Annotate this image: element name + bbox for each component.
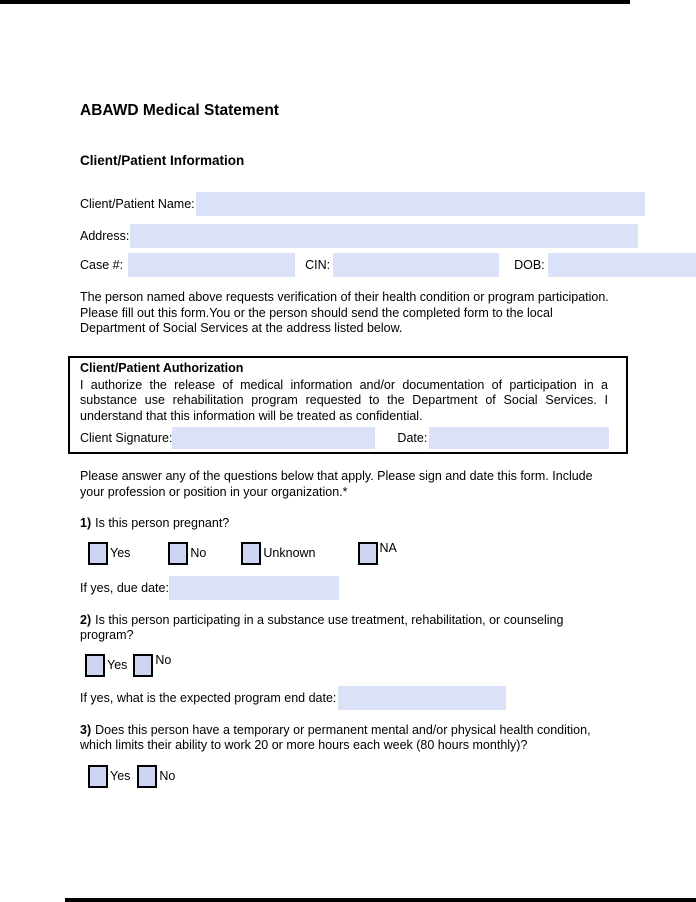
due-date-row (80, 576, 645, 600)
authorization-body: I authorize the release of medical information and/or documentation of participation in a substance use rehabilitation program requested to the Department of Social Services. I understand that this information will be treated as confidential. (80, 377, 608, 423)
q2-option-no (133, 654, 171, 677)
dob-input[interactable] (548, 253, 696, 277)
case-cin-dob-row (80, 253, 645, 277)
client-name-row (80, 192, 645, 216)
question-3-text: Does this person have a temporary or permanent mental and/or physical health condition, which limits their ability to work 20 or more hours each week (80 hours monthly)? (80, 722, 591, 752)
signature-date-input[interactable] (429, 427, 609, 449)
q2-no-checkbox[interactable] (133, 654, 153, 677)
question-1-options (80, 542, 645, 565)
signature-date-label: Date: (397, 431, 428, 445)
program-end-date-row (80, 686, 645, 710)
dob-label: DOB: (514, 258, 545, 272)
section-heading-client-info: Client/Patient Information (80, 153, 245, 168)
due-date-input[interactable] (169, 576, 339, 600)
q1-na-label: NA (379, 541, 397, 555)
program-end-date-label: If yes, what is the expected program end date: (80, 690, 337, 705)
q2-option-yes (85, 654, 127, 677)
case-number-label: Case #: (80, 258, 124, 272)
question-1-number: 1) (80, 516, 92, 530)
q1-option-na (358, 542, 397, 565)
address-label: Address: (80, 229, 130, 243)
question-3-health-condition (80, 723, 610, 754)
question-2-options (80, 654, 645, 677)
cin-input[interactable] (333, 253, 499, 277)
q1-option-no (168, 542, 206, 565)
authorization-heading: Client/Patient Authorization (80, 360, 244, 375)
instructions-paragraph: Please answer any of the questions below that apply. Please sign and date this form. Include your profession or position in your organization.* (80, 469, 593, 499)
address-input[interactable] (130, 224, 638, 248)
q2-no-label: No (155, 653, 172, 667)
page-title: ABAWD Medical Statement (80, 102, 279, 119)
q1-option-unknown (241, 542, 315, 565)
question-2-substance-program (80, 613, 610, 644)
cin-label: CIN: (305, 258, 331, 272)
address-row (80, 224, 645, 248)
top-edge-bar (0, 0, 630, 4)
client-signature-input[interactable] (172, 427, 375, 449)
client-name-input[interactable] (196, 192, 645, 216)
question-2-text: Is this person participating in a substance use treatment, rehabilitation, or counseling program? (80, 612, 564, 642)
q1-unknown-checkbox[interactable] (241, 542, 261, 565)
q1-na-checkbox[interactable] (358, 542, 378, 565)
q3-option-yes (88, 765, 130, 788)
q3-yes-checkbox[interactable] (88, 765, 108, 788)
q1-no-checkbox[interactable] (168, 542, 188, 565)
q3-no-checkbox[interactable] (137, 765, 157, 788)
question-3-number: 3) (80, 722, 92, 737)
q3-option-no (137, 765, 175, 788)
question-3-options (80, 765, 645, 788)
client-signature-label: Client Signature: (80, 431, 173, 445)
q3-no-label: No (159, 769, 176, 783)
q1-no-label: No (190, 546, 207, 560)
q1-option-yes (88, 542, 130, 565)
question-1-pregnant (80, 516, 610, 532)
q1-yes-label: Yes (110, 546, 131, 560)
signature-row (80, 427, 614, 449)
question-1-text: Is this person pregnant? (95, 516, 230, 530)
q2-yes-checkbox[interactable] (85, 654, 105, 677)
q3-yes-label: Yes (110, 769, 131, 783)
bottom-edge-bar (65, 898, 696, 902)
q1-yes-checkbox[interactable] (88, 542, 108, 565)
client-name-label: Client/Patient Name: (80, 197, 195, 211)
authorization-box (68, 356, 628, 455)
intro-paragraph: The person named above requests verification of their health condition or program participation. Please fill out this form.You or the person should send the completed form to the local Department of Social Services at the address listed below. (80, 290, 609, 335)
due-date-label: If yes, due date: (80, 580, 169, 595)
q2-yes-label: Yes (107, 658, 128, 672)
program-end-date-input[interactable] (338, 686, 506, 710)
q1-unknown-label: Unknown (263, 546, 316, 560)
question-2-number: 2) (80, 612, 92, 627)
case-number-input[interactable] (128, 253, 295, 277)
